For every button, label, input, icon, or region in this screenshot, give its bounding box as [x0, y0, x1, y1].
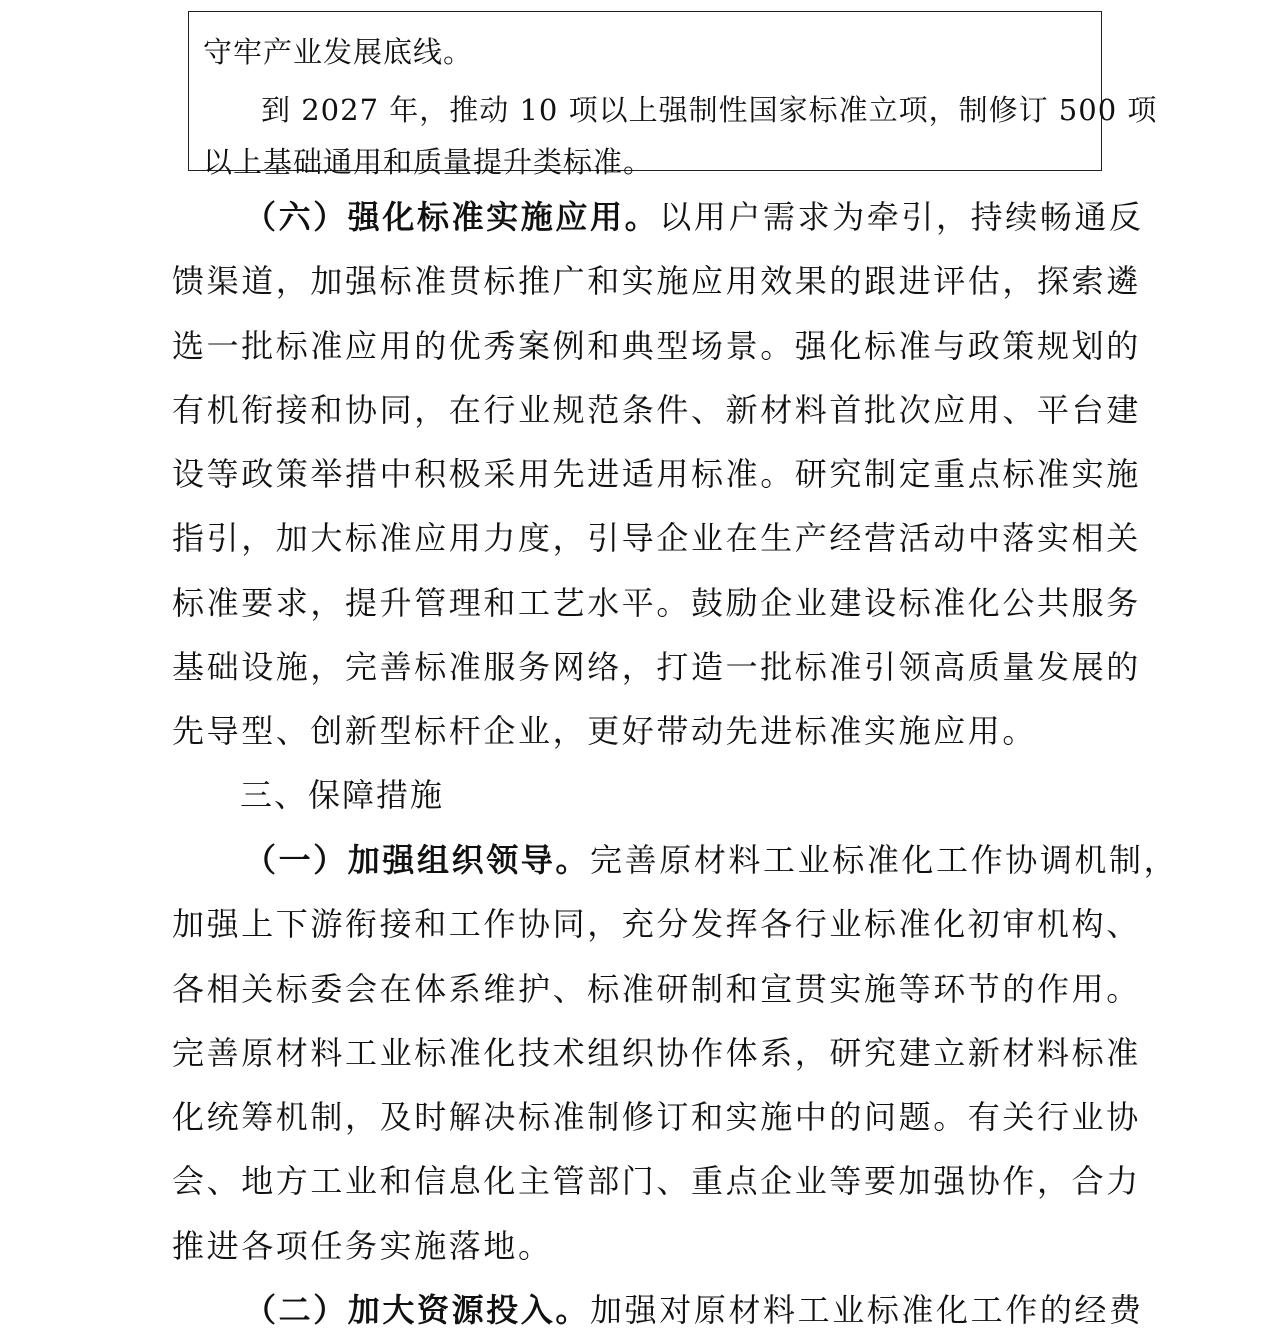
section-6-line-9: 先导型、创新型标杆企业，更好带动先进标准实施应用。 [172, 712, 1038, 751]
box-line-2: 到 2027 年，推动 10 项以上强制性国家标准立项，制修订 500 项 [261, 93, 1158, 127]
section-3-title: 三、保障措施 [240, 776, 445, 814]
subsection-1-first-line [172, 828, 1179, 892]
section-6-line-1: 以用户需求为牵引，持续畅通反 [659, 198, 1144, 236]
section-6-first-line [172, 185, 1144, 249]
subsection-1-line-7: 推进各项任务实施落地。 [172, 1226, 553, 1265]
subsection-1-line-5: 化统筹机制，及时解决标准制修订和实施中的问题。有关行业协 [172, 1098, 1141, 1137]
subsection-1-line-4: 完善原材料工业标准化技术组织协作体系，研究建立新材料标准 [172, 1033, 1141, 1072]
section-6-line-5: 设等政策举措中积极采用先进适用标准。研究制定重点标准实施 [172, 455, 1141, 494]
subsection-1-line-1: 完善原材料工业标准化工作协调机制， [590, 841, 1179, 879]
boxed-target-note [188, 11, 1158, 179]
subsection-1-line-6: 会、地方工业和信息化主管部门、重点企业等要加强协作，合力 [172, 1162, 1141, 1201]
subsection-2-first-line [172, 1278, 1144, 1342]
subsection-1-line-2: 加强上下游衔接和工作协同，充分发挥各行业标准化初审机构、 [172, 905, 1141, 944]
section-6-line-4: 有机衔接和协同，在行业规范条件、新材料首批次应用、平台建 [172, 390, 1141, 429]
section-6-line-6: 指引，加大标准应用力度，引导企业在生产经营活动中落实相关 [172, 519, 1141, 558]
subsection-2-line-1: 加强对原材料工业标准化工作的经费 [590, 1291, 1144, 1329]
section-6-line-3: 选一批标准应用的优秀案例和典型场景。强化标准与政策规划的 [172, 326, 1141, 365]
subsection-2-heading: （二）加大资源投入。 [244, 1291, 591, 1329]
section-6-line-8: 基础设施，完善标准服务网络，打造一批标准引领高质量发展的 [172, 648, 1141, 687]
box-line-3: 以上基础通用和质量提升类标准。 [203, 145, 654, 179]
section-6-paragraph [172, 185, 1144, 764]
subsection-1-paragraph [172, 828, 1179, 1278]
subsection-1-line-3: 各相关标委会在体系维护、标准研制和宣贯实施等环节的作用。 [172, 969, 1141, 1008]
section-6-heading: （六）强化标准实施应用。 [244, 198, 660, 236]
section-6-line-7: 标准要求，提升管理和工艺水平。鼓励企业建设标准化公共服务 [172, 583, 1141, 622]
section-6-line-2: 馈渠道，加强标准贯标推广和实施应用效果的跟进评估，探索遴 [172, 262, 1141, 301]
box-line-1: 守牢产业发展底线。 [203, 35, 474, 69]
subsection-1-heading: （一）加强组织领导。 [244, 841, 591, 879]
subsection-2-paragraph [172, 1278, 1144, 1342]
